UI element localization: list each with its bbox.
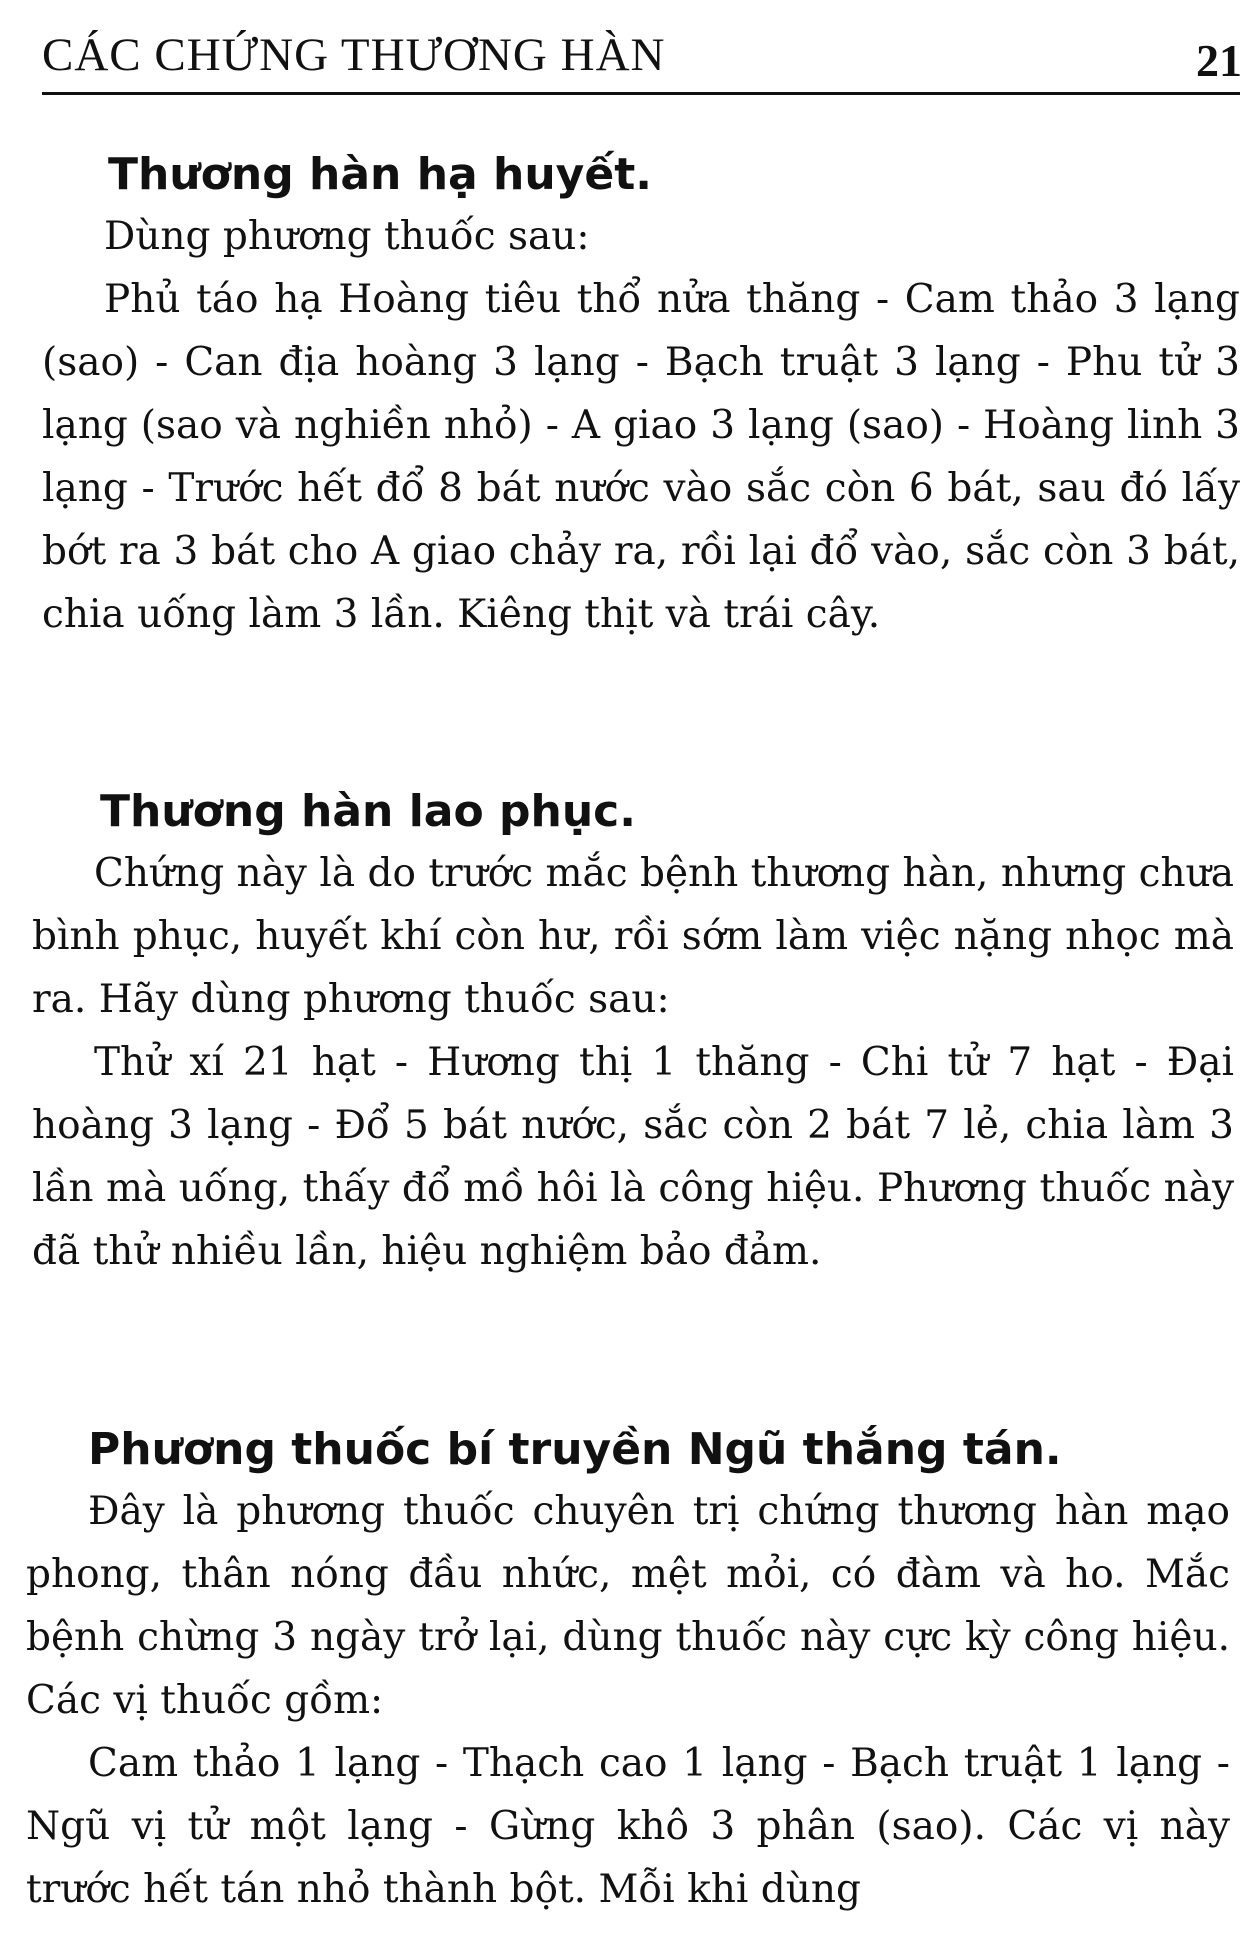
paragraph: Chứng này là do trước mắc bệnh thương hàn, nhưng chưa bình phục, huyết khí còn hư, rồi sớm làm việc nặng nhọc mà ra. Hãy dùng phương thuốc sau: <box>32 851 1234 1022</box>
page-number: 21 <box>1196 35 1242 86</box>
paragraph: Dùng phương thuốc sau: <box>104 214 590 259</box>
paragraph: Phủ táo hạ Hoàng tiêu thổ nửa thăng - Cam thảo 3 lạng (sao) - Can địa hoàng 3 lạng - Bạch truật 3 lạng - Phu tử 3 lạng (sao và nghiền nhỏ) - A giao 3 lạng (sao) - Hoàng linh 3 lạng - Trước hết đổ 8 bát nước vào sắc còn 6 bát, sau đó lấy bớt ra 3 bát cho A giao chảy ra, rồi lại đổ vào, sắc còn 3 bát, chia uống làm 3 lần. Kiêng thịt và trái cây. <box>42 277 1240 637</box>
section-thuong-han-ha-huyet <box>0 145 1248 646</box>
paragraph: Đây là phương thuốc chuyên trị chứng thương hàn mạo phong, thân nóng đầu nhức, mệt mỏi, có đàm và ho. Mắc bệnh chừng 3 ngày trở lại, dùng thuốc này cực kỳ công hiệu. Các vị thuốc gồm: <box>26 1489 1230 1723</box>
section-ngu-thang-tan <box>0 1420 1248 1921</box>
paragraph: Thử xí 21 hạt - Hương thị 1 thăng - Chi tử 7 hạt - Đại hoàng 3 lạng - Đổ 5 bát nước, sắc còn 2 bát 7 lẻ, chia làm 3 lần mà uống, thấy đổ mồ hôi là công hiệu. Phương thuốc này đã thử nhiều lần, hiệu nghiệm bảo đảm. <box>32 1040 1234 1274</box>
running-title: CÁC CHỨNG THƯƠNG HÀN <box>42 29 666 81</box>
section-heading: Phương thuốc bí truyền Ngũ thắng tán. <box>88 1424 1062 1475</box>
section-thuong-han-lao-phuc <box>0 782 1248 1283</box>
section-heading: Thương hàn hạ huyết. <box>108 149 652 200</box>
running-header <box>42 22 1242 86</box>
section-heading: Thương hàn lao phục. <box>100 786 636 837</box>
paragraph: Cam thảo 1 lạng - Thạch cao 1 lạng - Bạch truật 1 lạng - Ngũ vị tử một lạng - Gừng khô 3 phân (sao). Các vị này trước hết tán nhỏ thành bột. Mỗi khi dùng <box>26 1741 1230 1912</box>
header-rule <box>42 92 1240 95</box>
